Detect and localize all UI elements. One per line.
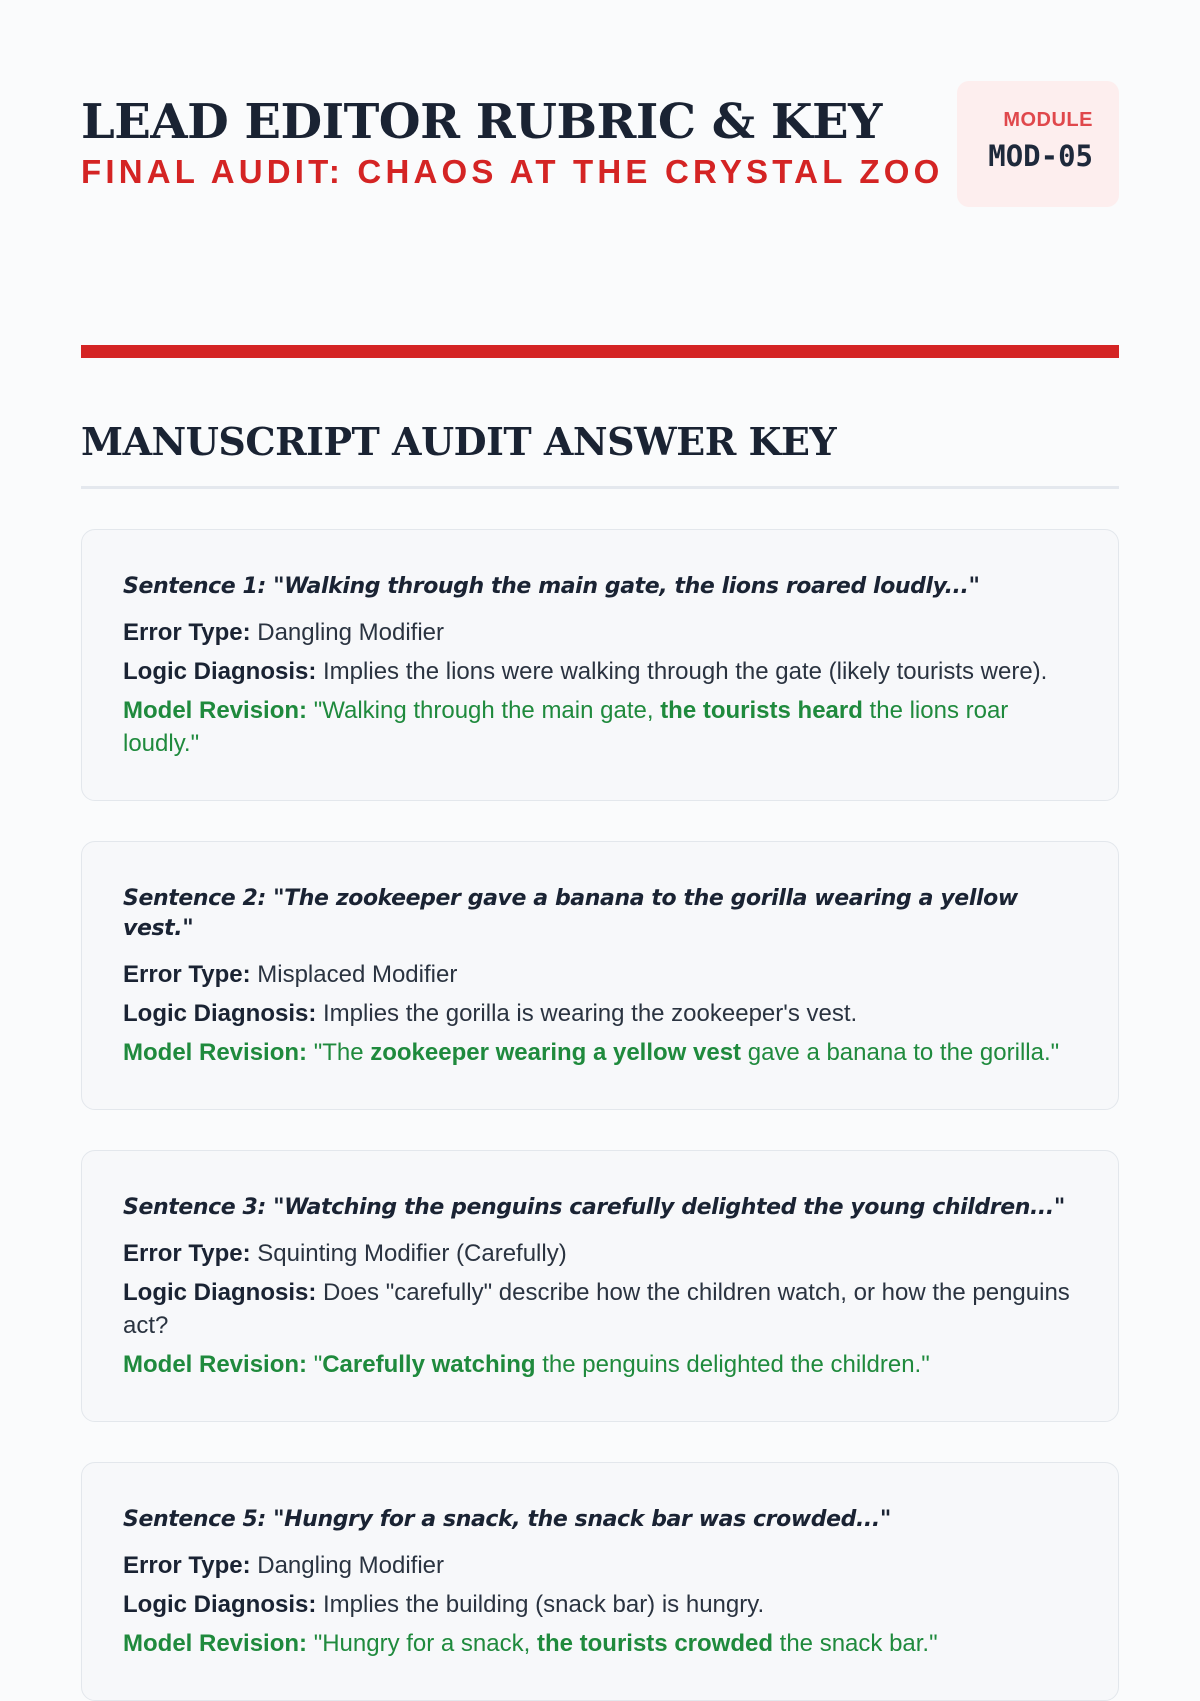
model-revision-row (123, 694, 1078, 760)
header (81, 0, 1119, 247)
sentence-text: Sentence 5: "Hungry for a snack, the snack bar was crowded..." (123, 1507, 891, 1532)
logic-diagnosis-value: Implies the lions were walking through the gate (likely tourists were). (323, 658, 1048, 685)
error-type-value: Misplaced Modifier (257, 961, 458, 988)
logic-diagnosis-value: Implies the building (snack bar) is hungry. (323, 1591, 765, 1618)
logic-diagnosis-row (123, 1276, 1078, 1342)
header-divider (81, 345, 1119, 358)
sentence-text: Sentence 2: "The zookeeper gave a banana to the gorilla wearing a yellow vest." (123, 886, 1018, 941)
model-revision-label: Model Revision: (123, 1039, 314, 1066)
model-revision-row (123, 1627, 1078, 1660)
revision-text-emphasis: zookeeper wearing a yellow vest (370, 1039, 742, 1066)
document-subtitle: FINAL AUDIT: CHAOS AT THE CRYSTAL ZOO (81, 153, 944, 190)
document-title: LEAD EDITOR RUBRIC & KEY (81, 94, 882, 150)
error-type-label: Error Type: (123, 1240, 258, 1267)
revision-text-post: the penguins delighted the children." (535, 1351, 930, 1378)
error-type-label: Error Type: (123, 619, 258, 646)
revision-text-post: gave a banana to the gorilla." (741, 1039, 1060, 1066)
module-code: MOD-05 (988, 139, 1093, 173)
error-type-row (123, 616, 1078, 649)
module-label: MODULE (1003, 109, 1093, 131)
revision-text-pre: "Hungry for a snack, (313, 1630, 537, 1657)
error-type-value: Dangling Modifier (257, 619, 445, 646)
revision-text-pre: "The (313, 1039, 371, 1066)
answer-card (81, 1150, 1119, 1422)
logic-diagnosis-row (123, 997, 1078, 1030)
model-revision-row (123, 1348, 1078, 1381)
logic-diagnosis-label: Logic Diagnosis: (123, 1000, 324, 1027)
logic-diagnosis-label: Logic Diagnosis: (123, 1591, 324, 1618)
revision-text-post: the snack bar." (773, 1630, 938, 1657)
module-badge (957, 81, 1119, 207)
error-type-row (123, 1549, 1078, 1582)
logic-diagnosis-label: Logic Diagnosis: (123, 658, 324, 685)
revision-text-emphasis: Carefully watching (322, 1351, 536, 1378)
model-revision-label: Model Revision: (123, 697, 314, 724)
logic-diagnosis-value: Implies the gorilla is wearing the zookeeper's vest. (323, 1000, 858, 1027)
revision-text-pre: "Walking through the main gate, (313, 697, 661, 724)
error-type-label: Error Type: (123, 961, 258, 988)
section-title: MANUSCRIPT AUDIT ANSWER KEY (81, 419, 837, 464)
revision-text-pre: " (313, 1351, 323, 1378)
answer-card (81, 841, 1119, 1110)
logic-diagnosis-value: Does "carefully" describe how the children watch, or how the penguins act? (123, 1279, 1070, 1339)
revision-text-post: the lions roar loudly." (123, 697, 1009, 757)
error-type-label: Error Type: (123, 1552, 258, 1579)
error-type-row (123, 958, 1078, 991)
error-type-row (123, 1237, 1078, 1270)
revision-text-emphasis: the tourists crowded (536, 1630, 773, 1657)
sentence-text: Sentence 3: "Watching the penguins carefully delighted the young children..." (123, 1195, 1065, 1220)
model-revision-label: Model Revision: (123, 1351, 314, 1378)
error-type-value: Squinting Modifier (Carefully) (257, 1240, 567, 1267)
answer-card (81, 529, 1119, 801)
model-revision-row (123, 1036, 1078, 1069)
section-rule (81, 486, 1119, 489)
revision-text-emphasis: the tourists heard (660, 697, 863, 724)
error-type-value: Dangling Modifier (257, 1552, 445, 1579)
logic-diagnosis-row (123, 655, 1078, 688)
answer-card (81, 1462, 1119, 1701)
logic-diagnosis-label: Logic Diagnosis: (123, 1279, 324, 1306)
logic-diagnosis-row (123, 1588, 1078, 1621)
sentence-text: Sentence 1: "Walking through the main gate, the lions roared loudly..." (123, 574, 980, 599)
model-revision-label: Model Revision: (123, 1630, 314, 1657)
